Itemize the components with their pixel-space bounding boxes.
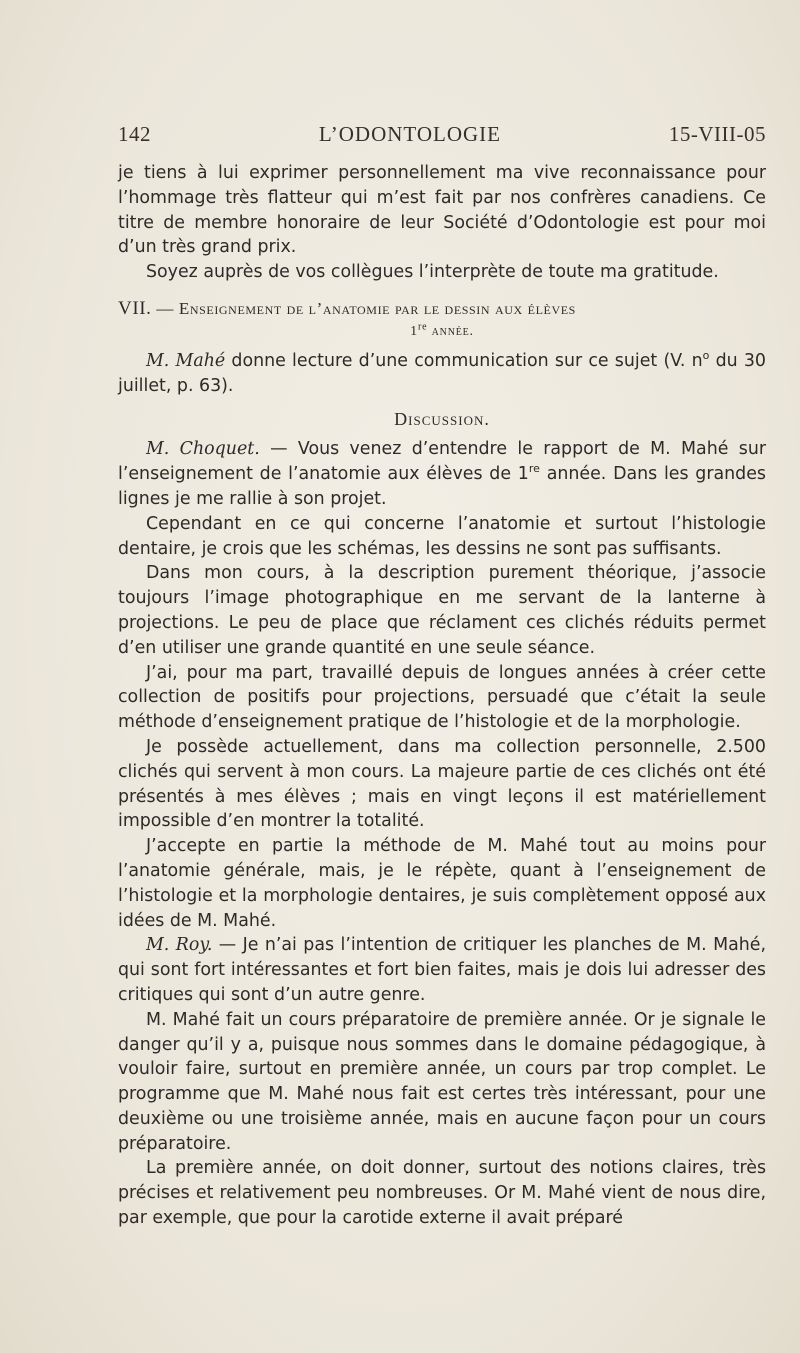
paragraph-gratitude: Soyez auprès de vos collègues l’interprète de toute ma gratitude. (146, 262, 719, 283)
choquet-intro: M. Choquet. — Vous venez d’entendre le rapport de M. Mahé sur l’enseignement de l’anatomie aux élèves de 1re année. Dans les grandes lignes je me rallie à son projet. (118, 439, 767, 509)
choquet-paragraph-5: Je possède actuellement, dans ma collection personnelle, 2.500 clichés qui servent à mon cours. La majeure partie de ces clichés ont été présentés à mes élèves ; mais en vingt leçons il est matériellement impossible d’en montrer la totalité. (118, 736, 766, 832)
discussion-heading: Discussion. (394, 408, 490, 429)
roy-intro: M. Roy. — Je n’ai pas l’intention de critiquer les planches de M. Mahé, qui sont fort intéressantes et fort bien faites, mais je dois lui adresser des critiques qui sont d’un autre genre. (118, 935, 766, 1005)
section-number: VII. (118, 297, 152, 319)
issue-date: 15-VIII-05 (668, 122, 766, 146)
speaker-roy: M. Roy. (146, 935, 213, 956)
body-text (118, 161, 766, 1231)
journal-title: L’ODONTOLOGIE (318, 122, 501, 146)
roy-paragraph-3: La première année, on doit donner, surtout des notions claires, très précises et relativement peu nombreuses. Or M. Mahé vient de nous dire, par exemple, que pour la carotide externe il avait préparé (118, 1158, 766, 1229)
choquet-paragraph-4: J’ai, pour ma part, travaillé depuis de longues années à créer cette collection de positifs pour projections, persuadé que c’était la seule méthode d’enseignement pratique de l’histologie et de la morphologie. (118, 662, 766, 733)
section-title: Enseignement de l’anatomie par le dessin aux élèves (178, 298, 576, 318)
roy-paragraph-2: M. Mahé fait un cours préparatoire de première année. Or je signale le danger qu’il y a, puisque nous sommes dans le domaine pédagogique, à vouloir faire, surtout en première année, un cours par trop complet. Le programme que M. Mahé nous fait est certes très intéressant, pour une deuxième ou une troisième année, mais en aucune façon pour un cours préparatoire. (118, 1009, 766, 1154)
page-content (118, 122, 766, 1231)
section-subtitle: 1re année. (410, 321, 474, 339)
section-dash: — (156, 298, 174, 318)
speaker-mahe: M. Mahé (146, 350, 226, 371)
page-number: 142 (118, 122, 151, 146)
section-heading (118, 297, 766, 321)
mahe-lecture-paragraph: M. Mahé donne lecture d’une communication sur ce sujet (V. $n^o$ du 30 juillet, p. 63). (118, 349, 767, 396)
choquet-paragraph-2: Cependant en ce qui concerne l’anatomie et surtout l’histologie dentaire, je crois que les schémas, les dessins ne sont pas suffisants. (118, 513, 766, 559)
paragraph-continued: je tiens à lui exprimer personnellement ma vive reconnaissance pour l’hommage très flatteur qui m’est fait par nos confrères canadiens. Ce titre de membre honoraire de leur Société d’Odontologie est pour moi d’un très grand prix. (118, 163, 766, 258)
choquet-paragraph-6: J’accepte en partie la méthode de M. Mahé tout au moins pour l’anatomie générale, mais, je le répète, quant à l’enseignement de l’histologie et la morphologie dentaires, je suis complètement opposé aux idées de M. Mahé. (118, 836, 766, 931)
choquet-paragraph-3: Dans mon cours, à la description purement théorique, j’associe toujours l’image photographique en me servant de la lanterne à projections. Le peu de place que réclament ces clichés réduits permet d’en utiliser une grande quantité en une seule séance. (118, 563, 766, 658)
speaker-choquet: M. Choquet. (146, 439, 260, 460)
running-header (118, 122, 766, 147)
